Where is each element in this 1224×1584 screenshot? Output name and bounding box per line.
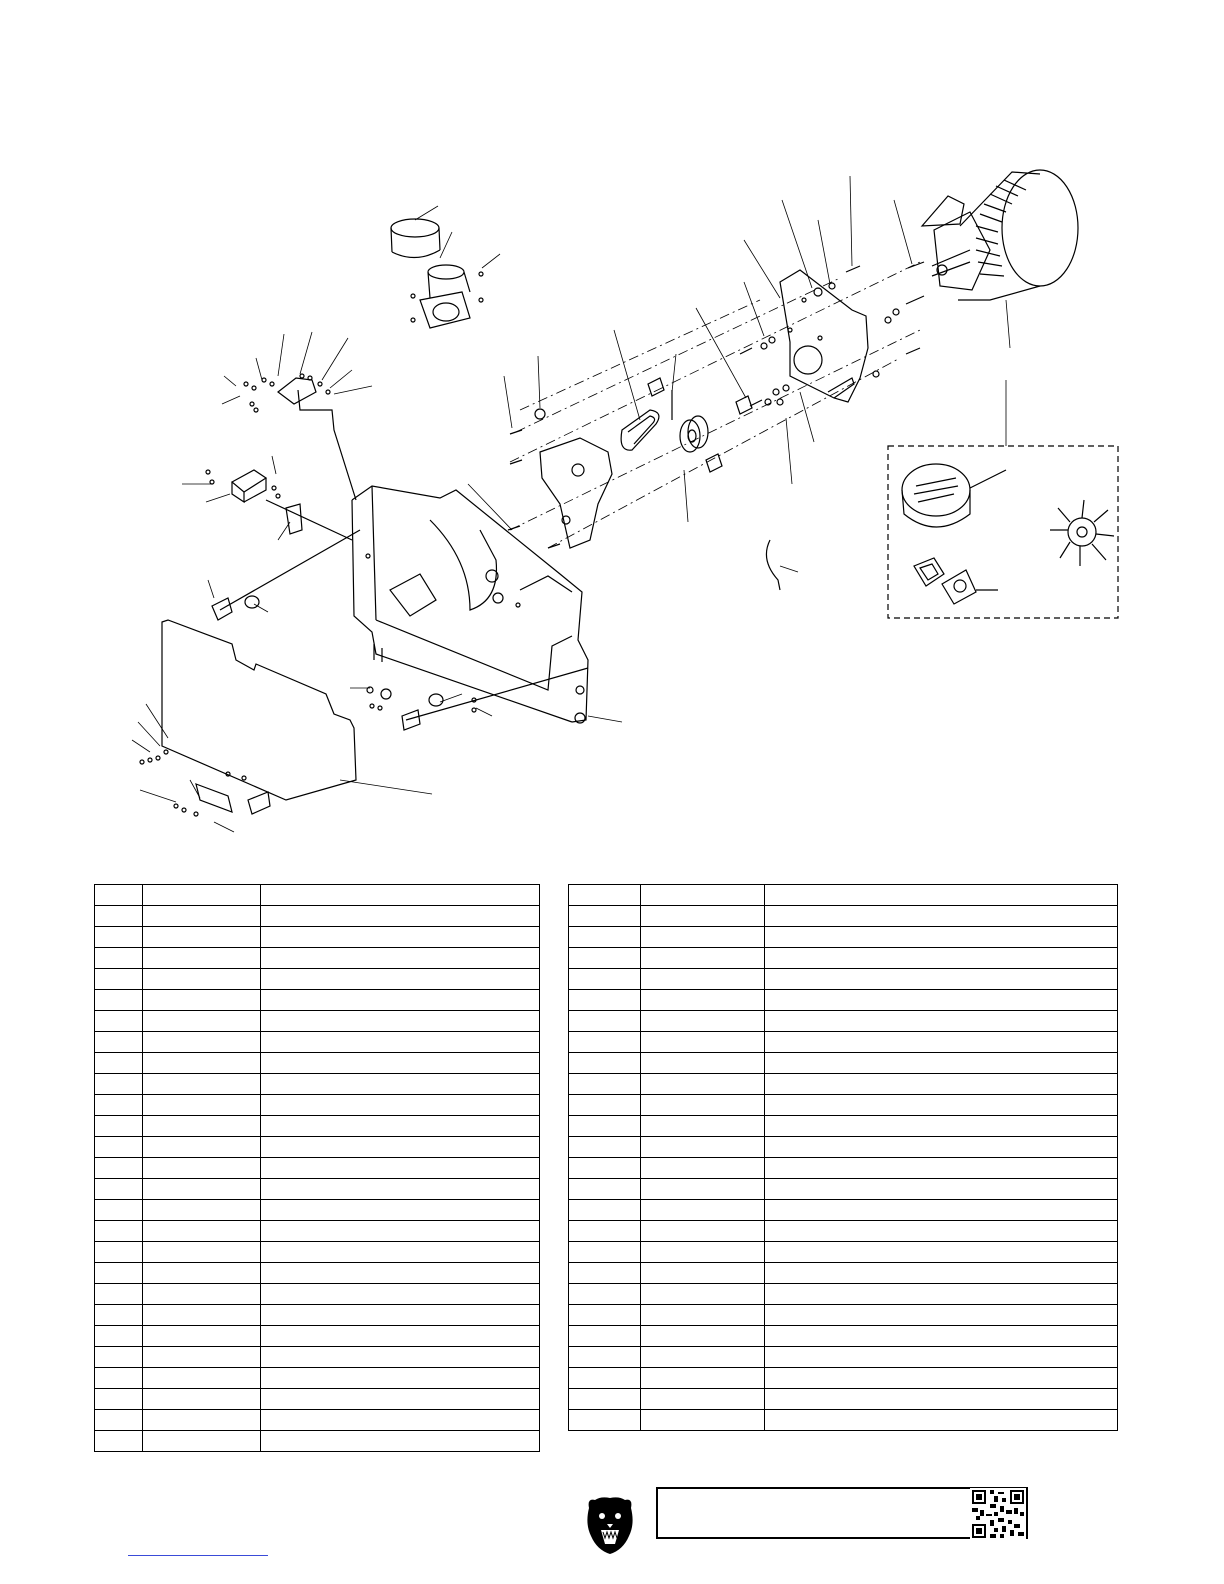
part-number-cell	[143, 1053, 261, 1074]
description-cell	[765, 948, 1118, 969]
table-row	[95, 1242, 540, 1263]
spacer-icon	[648, 378, 752, 472]
ref-cell	[569, 1368, 641, 1389]
ref-cell	[95, 885, 143, 906]
description-cell	[261, 990, 540, 1011]
part-number-cell	[143, 1116, 261, 1137]
part-number-cell	[143, 1431, 261, 1452]
description-cell	[261, 1074, 540, 1095]
description-cell	[765, 1095, 1118, 1116]
description-cell	[765, 927, 1118, 948]
description-cell	[261, 1326, 540, 1347]
ref-cell	[95, 1263, 143, 1284]
ref-cell	[569, 1305, 641, 1326]
parts-table-left	[94, 884, 540, 1452]
table-row	[569, 948, 1118, 969]
part-number-cell	[143, 969, 261, 990]
part-number-cell	[143, 1074, 261, 1095]
front-panel-icon	[140, 620, 356, 816]
part-number-cell	[641, 1263, 765, 1284]
duct-ring-icon	[391, 219, 440, 258]
part-number-cell	[641, 927, 765, 948]
table-row	[569, 1326, 1118, 1347]
ref-cell	[569, 906, 641, 927]
footer-link-underline[interactable]	[128, 1555, 268, 1556]
description-cell	[261, 885, 540, 906]
table-row	[569, 885, 1118, 906]
part-number-cell	[143, 1263, 261, 1284]
part-number-cell	[641, 948, 765, 969]
description-cell	[261, 1200, 540, 1221]
description-cell	[765, 969, 1118, 990]
ref-cell	[95, 1158, 143, 1179]
rod-line	[220, 530, 360, 610]
description-cell	[261, 906, 540, 927]
part-number-cell	[641, 1200, 765, 1221]
table-row	[569, 1116, 1118, 1137]
part-number-cell	[143, 1242, 261, 1263]
description-cell	[261, 1137, 540, 1158]
bushing-icon	[212, 596, 259, 620]
description-cell	[261, 1305, 540, 1326]
description-cell	[765, 1074, 1118, 1095]
ref-cell	[95, 1137, 143, 1158]
description-cell	[765, 1053, 1118, 1074]
table-row	[569, 990, 1118, 1011]
table-row	[95, 1389, 540, 1410]
table-row	[569, 1410, 1118, 1431]
table-row	[569, 927, 1118, 948]
description-cell	[261, 1347, 540, 1368]
description-cell	[765, 1158, 1118, 1179]
part-number-cell	[143, 885, 261, 906]
part-number-cell	[641, 969, 765, 990]
table-row	[95, 885, 540, 906]
description-cell	[765, 1221, 1118, 1242]
description-cell	[261, 1242, 540, 1263]
description-cell	[765, 1011, 1118, 1032]
part-number-cell	[143, 1305, 261, 1326]
table-row	[95, 1095, 540, 1116]
part-number-cell	[641, 990, 765, 1011]
table-row	[569, 1242, 1118, 1263]
part-number-cell	[143, 1032, 261, 1053]
table-row	[95, 1032, 540, 1053]
description-cell	[765, 1200, 1118, 1221]
description-cell	[765, 1137, 1118, 1158]
description-cell	[261, 1116, 540, 1137]
parts-table-right	[568, 884, 1118, 1431]
ref-cell	[95, 927, 143, 948]
ref-cell	[95, 1410, 143, 1431]
part-number-cell	[143, 948, 261, 969]
description-cell	[261, 1011, 540, 1032]
table-row	[95, 1284, 540, 1305]
ref-cell	[569, 1137, 641, 1158]
table-row	[95, 1179, 540, 1200]
wire-icon	[766, 540, 780, 590]
table-row	[569, 1284, 1118, 1305]
description-cell	[765, 1242, 1118, 1263]
ref-cell	[569, 1284, 641, 1305]
ref-cell	[569, 1095, 641, 1116]
table-row	[569, 1389, 1118, 1410]
description-cell	[261, 1389, 540, 1410]
part-number-cell	[143, 1095, 261, 1116]
description-cell	[765, 885, 1118, 906]
description-cell	[765, 1347, 1118, 1368]
description-cell	[765, 1179, 1118, 1200]
ref-cell	[95, 1389, 143, 1410]
part-number-cell	[641, 906, 765, 927]
description-cell	[765, 1032, 1118, 1053]
switch-icon	[206, 470, 352, 540]
table-row	[569, 1137, 1118, 1158]
table-row	[569, 1032, 1118, 1053]
table-row	[95, 927, 540, 948]
table-row	[569, 1179, 1118, 1200]
table-row	[95, 969, 540, 990]
table-row	[95, 1011, 540, 1032]
part-number-cell	[143, 1158, 261, 1179]
ref-cell	[95, 906, 143, 927]
part-number-cell	[641, 1032, 765, 1053]
capacitor-cover-icon	[914, 558, 998, 604]
ref-cell	[95, 969, 143, 990]
description-cell	[765, 1263, 1118, 1284]
table-row	[569, 1200, 1118, 1221]
ref-cell	[569, 927, 641, 948]
table-row	[95, 990, 540, 1011]
table-row	[95, 948, 540, 969]
fastener-icon	[508, 266, 924, 548]
description-cell	[261, 1095, 540, 1116]
dust-port-icon	[411, 265, 483, 328]
part-number-cell	[143, 1200, 261, 1221]
table-row	[95, 1305, 540, 1326]
description-cell	[765, 1116, 1118, 1137]
part-number-cell	[641, 1074, 765, 1095]
part-number-cell	[641, 1410, 765, 1431]
table-row	[95, 1074, 540, 1095]
part-number-cell	[143, 1389, 261, 1410]
ref-cell	[569, 1410, 641, 1431]
ref-cell	[569, 1053, 641, 1074]
description-cell	[261, 1431, 540, 1452]
pulley-bracket-icon	[540, 438, 612, 548]
leader-lines	[132, 176, 1010, 832]
lower-hardware-icon	[367, 687, 476, 730]
table-row	[95, 1200, 540, 1221]
part-number-cell	[143, 927, 261, 948]
table-row	[95, 1368, 540, 1389]
ref-cell	[569, 1242, 641, 1263]
table-row	[95, 1137, 540, 1158]
ref-cell	[569, 1347, 641, 1368]
ref-cell	[569, 1116, 641, 1137]
ref-cell	[569, 1074, 641, 1095]
table-row	[95, 1410, 540, 1431]
ref-cell	[95, 1179, 143, 1200]
ref-cell	[95, 1431, 143, 1452]
table-row	[95, 1116, 540, 1137]
part-number-cell	[143, 1221, 261, 1242]
part-number-cell	[641, 1158, 765, 1179]
table-row	[569, 1368, 1118, 1389]
table-row	[95, 1347, 540, 1368]
fan-icon	[1050, 500, 1114, 566]
part-number-cell	[641, 1221, 765, 1242]
cabinet-frame-icon	[352, 486, 588, 723]
ref-cell	[569, 1011, 641, 1032]
description-cell	[261, 1368, 540, 1389]
table-row	[569, 1305, 1118, 1326]
ref-cell	[569, 1263, 641, 1284]
ref-cell	[569, 1221, 641, 1242]
part-number-cell	[143, 1347, 261, 1368]
part-number-cell	[143, 906, 261, 927]
description-cell	[765, 990, 1118, 1011]
ref-cell	[569, 948, 641, 969]
description-cell	[765, 1305, 1118, 1326]
bear-logo-icon	[583, 1494, 637, 1556]
ref-cell	[95, 1221, 143, 1242]
table-row	[569, 1158, 1118, 1179]
ref-cell	[569, 1389, 641, 1410]
description-cell	[765, 1368, 1118, 1389]
fan-cover-icon	[902, 464, 1006, 527]
part-number-cell	[143, 990, 261, 1011]
table-row	[569, 1011, 1118, 1032]
pulley-icon	[672, 390, 708, 452]
description-cell	[261, 927, 540, 948]
ref-cell	[95, 1368, 143, 1389]
description-cell	[765, 906, 1118, 927]
part-number-cell	[641, 1242, 765, 1263]
description-cell	[261, 1053, 540, 1074]
description-cell	[261, 1221, 540, 1242]
table-row	[95, 1221, 540, 1242]
table-row	[569, 1095, 1118, 1116]
table-row	[569, 1053, 1118, 1074]
ref-cell	[569, 1200, 641, 1221]
ref-cell	[95, 1011, 143, 1032]
part-number-cell	[641, 1011, 765, 1032]
motor-icon	[908, 170, 1078, 300]
part-number-cell	[641, 885, 765, 906]
table-row	[569, 1074, 1118, 1095]
table-row	[569, 1263, 1118, 1284]
ref-cell	[95, 1347, 143, 1368]
table-row	[95, 906, 540, 927]
table-row	[95, 1158, 540, 1179]
description-cell	[261, 1158, 540, 1179]
ref-cell	[569, 1179, 641, 1200]
ref-cell	[95, 1305, 143, 1326]
ref-cell	[95, 1242, 143, 1263]
table-row	[569, 1221, 1118, 1242]
description-cell	[261, 948, 540, 969]
part-number-cell	[641, 1137, 765, 1158]
ref-cell	[95, 1116, 143, 1137]
part-number-cell	[641, 1116, 765, 1137]
description-cell	[765, 1389, 1118, 1410]
description-cell	[765, 1410, 1118, 1431]
ref-cell	[569, 969, 641, 990]
description-cell	[261, 1410, 540, 1431]
ref-cell	[569, 1158, 641, 1179]
qr-code-icon[interactable]	[970, 1488, 1026, 1540]
table-row	[569, 1347, 1118, 1368]
table-row	[95, 1326, 540, 1347]
ref-cell	[95, 1053, 143, 1074]
ref-cell	[95, 1284, 143, 1305]
ref-cell	[569, 885, 641, 906]
part-number-cell	[641, 1326, 765, 1347]
belt-icon	[621, 410, 659, 450]
part-number-cell	[641, 1305, 765, 1326]
description-cell	[261, 1179, 540, 1200]
part-number-cell	[641, 1179, 765, 1200]
table-row	[95, 1053, 540, 1074]
description-cell	[261, 1032, 540, 1053]
part-number-cell	[143, 1410, 261, 1431]
part-number-cell	[641, 1053, 765, 1074]
ref-cell	[569, 1326, 641, 1347]
table-row	[95, 1263, 540, 1284]
part-number-cell	[143, 1137, 261, 1158]
description-cell	[765, 1326, 1118, 1347]
ref-cell	[95, 948, 143, 969]
description-cell	[261, 969, 540, 990]
part-number-cell	[641, 1095, 765, 1116]
part-number-cell	[143, 1011, 261, 1032]
table-row	[569, 969, 1118, 990]
ref-cell	[95, 1032, 143, 1053]
description-cell	[261, 1284, 540, 1305]
ref-cell	[95, 1326, 143, 1347]
exploded-axis-lines	[510, 262, 920, 548]
table-row	[95, 1431, 540, 1452]
ref-cell	[95, 990, 143, 1011]
ref-cell	[95, 1200, 143, 1221]
ref-cell	[569, 990, 641, 1011]
part-number-cell	[143, 1179, 261, 1200]
table-row	[569, 906, 1118, 927]
description-cell	[765, 1284, 1118, 1305]
ref-cell	[95, 1095, 143, 1116]
part-number-cell	[143, 1284, 261, 1305]
part-number-cell	[641, 1284, 765, 1305]
description-cell	[261, 1263, 540, 1284]
part-number-cell	[641, 1389, 765, 1410]
ref-cell	[95, 1074, 143, 1095]
part-number-cell	[143, 1368, 261, 1389]
part-number-cell	[143, 1326, 261, 1347]
part-number-cell	[641, 1347, 765, 1368]
part-number-cell	[641, 1368, 765, 1389]
ref-cell	[569, 1032, 641, 1053]
